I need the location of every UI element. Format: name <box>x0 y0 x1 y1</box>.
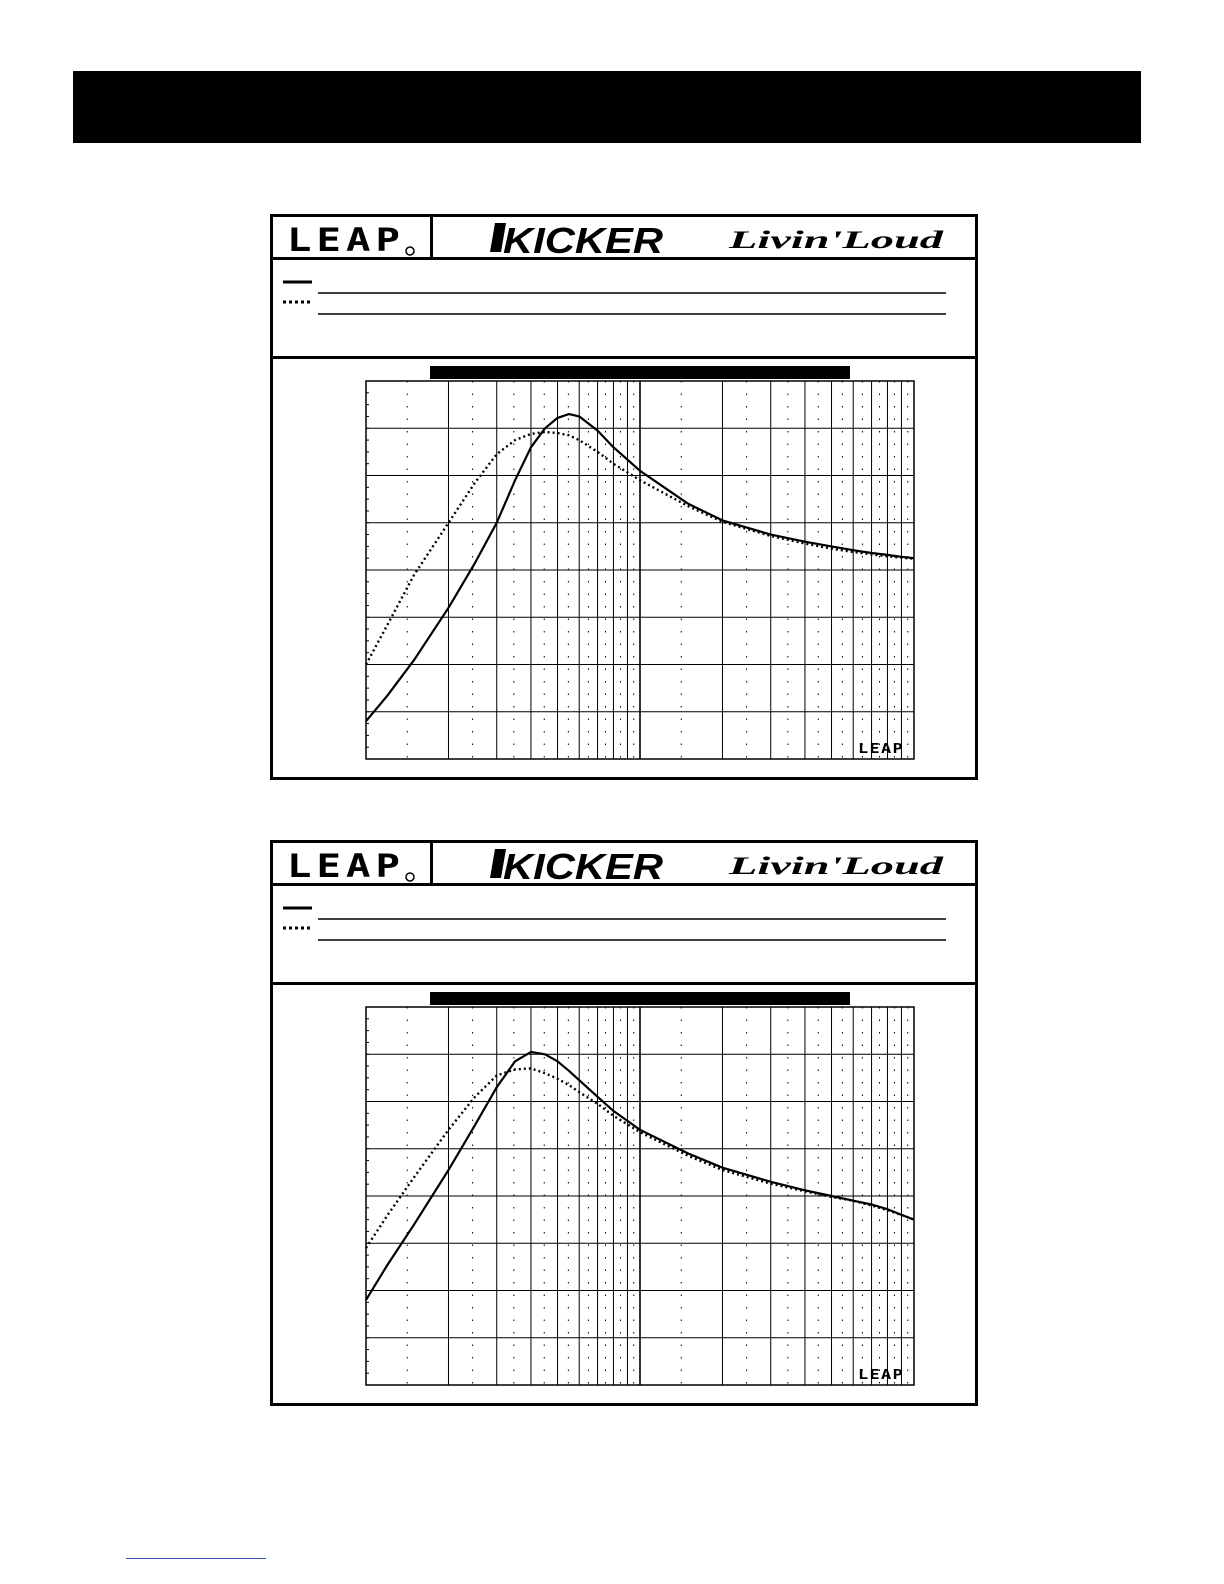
kicker-logo: KICKER <box>503 846 663 883</box>
legend <box>273 886 975 982</box>
response-panel-1 <box>270 214 978 780</box>
leap-watermark-logo: LEAP <box>858 1368 904 1383</box>
legend-area <box>273 260 975 359</box>
response-chart-1 <box>273 359 975 777</box>
response-chart-2 <box>273 985 975 1403</box>
chart-title-bar <box>430 992 850 1005</box>
livinloud-logo: Livin'Loud <box>727 227 944 254</box>
leap-logo: LEAP <box>287 221 405 257</box>
legend-area <box>273 886 975 985</box>
chart-title-bar <box>430 366 850 379</box>
logo-row <box>273 843 975 886</box>
livinloud-logo: Livin'Loud <box>727 853 944 880</box>
legend <box>273 260 975 356</box>
brand-logos <box>273 217 975 257</box>
kicker-logo: KICKER <box>503 220 663 257</box>
top-banner <box>73 71 1141 143</box>
leap-watermark-logo: LEAP <box>858 742 904 757</box>
response-panel-2 <box>270 840 978 1406</box>
leap-logo: LEAP <box>287 847 405 883</box>
logo-row <box>273 217 975 260</box>
footer-link-rule <box>126 1558 266 1559</box>
registered-mark-icon <box>406 873 414 881</box>
brand-logos <box>273 843 975 883</box>
registered-mark-icon <box>406 247 414 255</box>
